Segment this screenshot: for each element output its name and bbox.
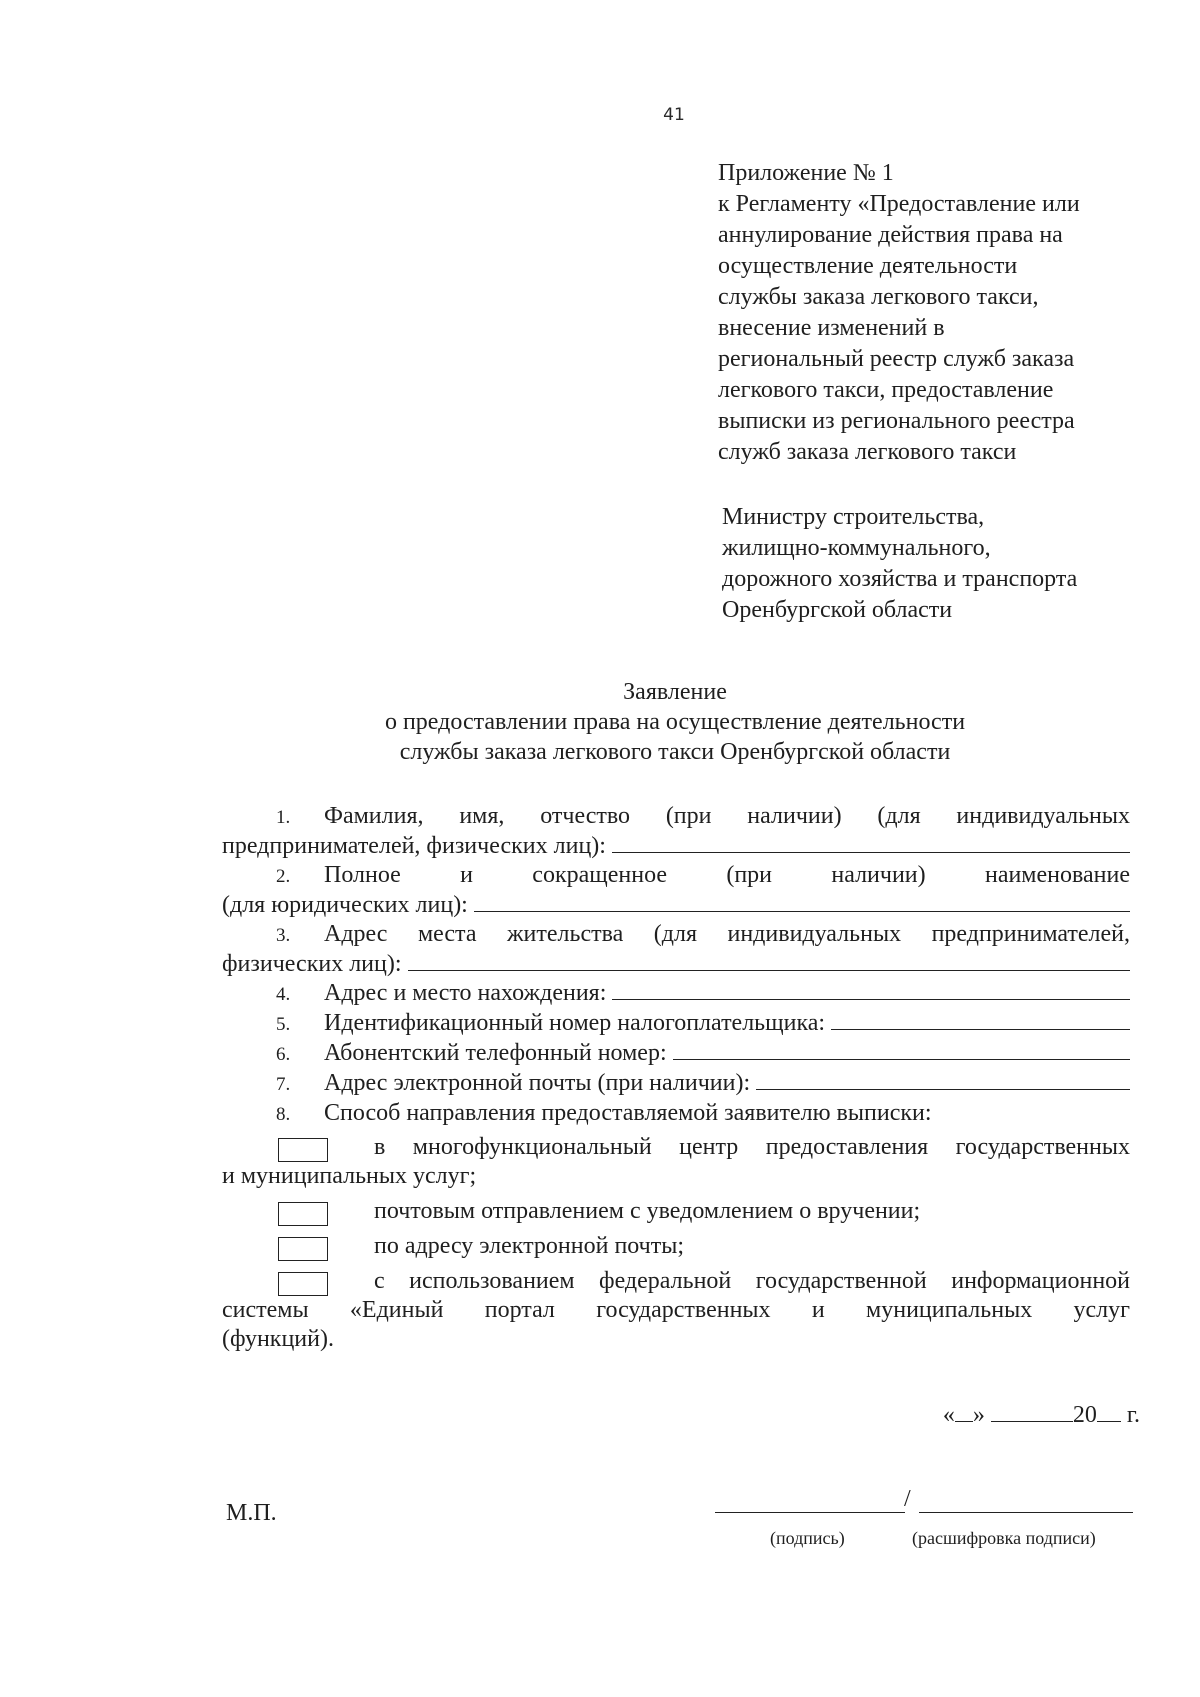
item-8 [222, 1099, 1130, 1129]
item-text: Адрес места жительства (для индивидуальных предпринимателей, [324, 921, 1130, 947]
option-text: (функций). [222, 1326, 334, 1352]
page-number: 41 [663, 105, 685, 125]
appendix-line: региональный реестр служб заказа [718, 346, 1075, 372]
title-line-3: службы заказа легкового такси Оренбургской области [399, 739, 951, 765]
option-email [222, 1232, 1130, 1261]
option-mfc [222, 1133, 1130, 1162]
appendix-line: Приложение № 1 [718, 160, 894, 186]
signature-caption: (подпись) [770, 1528, 845, 1548]
organization-name-field[interactable] [474, 893, 1130, 912]
item-2 [222, 861, 1130, 891]
addressee-line: дорожного хозяйства и транспорта [722, 566, 1078, 592]
item-3 [222, 920, 1130, 950]
appendix-line: внесение изменений в [718, 315, 945, 341]
option-text: с использованием федеральной государственной информационной [374, 1268, 1130, 1294]
full-name-field[interactable] [612, 834, 1130, 853]
appendix-line: службы заказа легкового такси, [718, 284, 1039, 310]
stamp-place: М.П. [226, 1500, 277, 1526]
title-line-1: Заявление [623, 679, 727, 705]
item-number: 5. [276, 1014, 291, 1035]
signature-field[interactable] [715, 1512, 905, 1513]
signature-separator: / [904, 1486, 911, 1512]
addressee-line: Министру строительства, [722, 504, 985, 530]
item-number: 3. [276, 925, 291, 946]
addressee-block [722, 502, 1162, 626]
item-text: Абонентский телефонный номер: [324, 1040, 667, 1066]
date-line [840, 1402, 1140, 1429]
application-form [222, 802, 1130, 1354]
appendix-line: аннулирование действия права на [718, 222, 1063, 248]
item-text: предпринимателей, физических лиц): [222, 833, 606, 859]
option-portal [222, 1267, 1130, 1296]
item-7 [222, 1069, 1130, 1099]
phone-number-field[interactable] [673, 1041, 1130, 1060]
signature-decode-field[interactable] [919, 1512, 1133, 1513]
item-text: (для юридических лиц): [222, 892, 468, 918]
day-field[interactable] [955, 1403, 973, 1422]
item-number: 7. [276, 1074, 291, 1095]
date-year-suffix: г. [1126, 1402, 1140, 1428]
appendix-line: выписки из регионального реестра [718, 408, 1075, 434]
document-title [300, 677, 1050, 767]
item-number: 2. [276, 866, 291, 887]
email-field[interactable] [756, 1071, 1130, 1090]
item-1 [222, 802, 1130, 832]
item-text: Фамилия, имя, отчество (при наличии) (для индивидуальных [324, 803, 1130, 829]
item-number: 8. [276, 1104, 291, 1125]
date-close-quote: » [972, 1402, 985, 1428]
item-2-continued [222, 891, 1130, 920]
item-number: 1. [276, 807, 291, 828]
item-text: Полное и сокращенное (при наличии) наименование [324, 862, 1130, 888]
date-open-quote: « [942, 1402, 955, 1428]
item-number: 4. [276, 984, 291, 1005]
appendix-line: легкового такси, предоставление [718, 377, 1054, 403]
taxpayer-id-field[interactable] [831, 1011, 1130, 1030]
item-3-continued [222, 950, 1130, 979]
addressee-line: жилищно-коммунального, [722, 535, 991, 561]
date-century: 20 [1072, 1402, 1097, 1428]
title-line-2: о предоставлении права на осуществление деятельности [384, 709, 966, 735]
appendix-line: к Регламенту «Предоставление или [718, 191, 1080, 217]
addressee-line: Оренбургской области [722, 597, 953, 623]
appendix-note [718, 158, 1158, 468]
month-field[interactable] [991, 1403, 1073, 1422]
appendix-line: осуществление деятельности [718, 253, 1018, 279]
signature-block [715, 1486, 1133, 1516]
signature-decode-caption: (расшифровка подписи) [912, 1528, 1096, 1548]
appendix-line: служб заказа легкового такси [718, 439, 1017, 465]
item-text: Идентификационный номер налогоплательщика: [324, 1010, 826, 1036]
mfc-checkbox[interactable] [278, 1138, 328, 1162]
item-text: Адрес электронной почты (при наличии): [324, 1070, 751, 1096]
option-text: системы «Единый портал государственных и муниципальных услуг [222, 1297, 1130, 1323]
option-text: почтовым отправлением с уведомлением о вручении; [374, 1198, 921, 1224]
location-address-field[interactable] [612, 981, 1130, 1000]
item-text: Способ направления предоставляемой заявителю выписки: [324, 1100, 932, 1126]
residence-address-field[interactable] [408, 952, 1130, 971]
item-number: 6. [276, 1044, 291, 1065]
item-5 [222, 1009, 1130, 1039]
item-text: Адрес и место нахождения: [324, 980, 607, 1006]
year-field[interactable] [1097, 1403, 1121, 1422]
option-text: в многофункциональный центр предоставления государственных [374, 1134, 1130, 1160]
option-post [222, 1197, 1130, 1226]
post-checkbox[interactable] [278, 1202, 328, 1226]
item-4 [222, 979, 1130, 1009]
item-text: физических лиц): [222, 951, 402, 977]
item-6 [222, 1039, 1130, 1069]
portal-checkbox[interactable] [278, 1272, 328, 1296]
email-checkbox[interactable] [278, 1237, 328, 1261]
item-1-continued [222, 832, 1130, 861]
option-text: по адресу электронной почты; [374, 1233, 685, 1259]
option-text: и муниципальных услуг; [222, 1163, 477, 1189]
